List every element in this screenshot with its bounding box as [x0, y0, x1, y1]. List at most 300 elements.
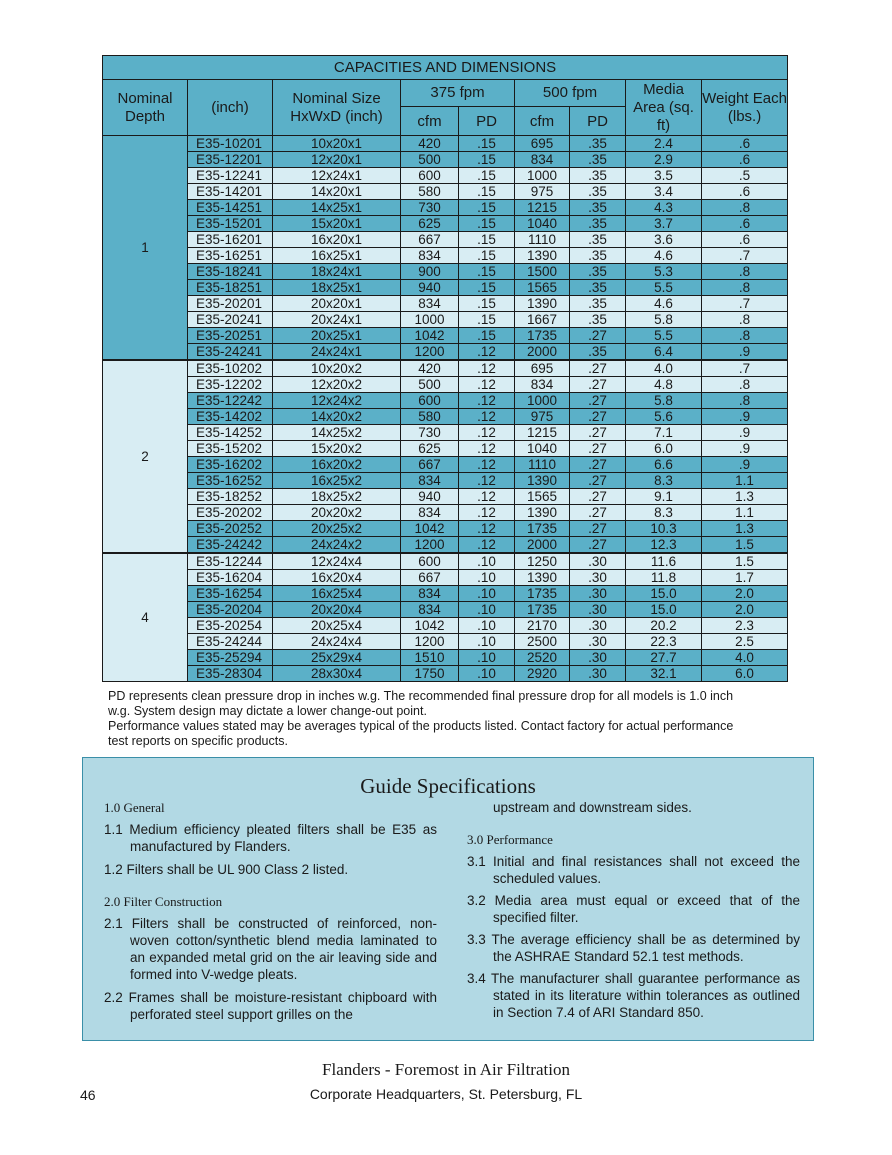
media-area-cell: 6.6 [626, 457, 702, 473]
model-number-cell: E35-28304 [188, 666, 273, 682]
table-row [103, 634, 788, 650]
header-cfm-500: cfm [515, 107, 570, 136]
pd-500-cell: .27 [570, 393, 626, 409]
weight-cell: .8 [702, 377, 788, 393]
weight-cell: .6 [702, 216, 788, 232]
cfm-500-cell: 1250 [515, 553, 570, 570]
table-row [103, 666, 788, 682]
nominal-size-cell: 20x25x1 [273, 328, 401, 344]
cfm-500-cell: 1735 [515, 602, 570, 618]
nominal-size-cell: 20x25x4 [273, 618, 401, 634]
cfm-500-cell: 2170 [515, 618, 570, 634]
media-area-cell: 11.6 [626, 553, 702, 570]
pd-500-cell: .27 [570, 457, 626, 473]
weight-cell: 2.3 [702, 618, 788, 634]
cfm-500-cell: 1215 [515, 425, 570, 441]
cfm-375-cell: 667 [401, 457, 459, 473]
model-number-cell: E35-24242 [188, 537, 273, 554]
table-row [103, 232, 788, 248]
pd-375-cell: .15 [459, 168, 515, 184]
pd-500-cell: .35 [570, 248, 626, 264]
weight-cell: .6 [702, 152, 788, 168]
pd-500-cell: .35 [570, 200, 626, 216]
model-number-cell: E35-12244 [188, 553, 273, 570]
cfm-500-cell: 1390 [515, 248, 570, 264]
weight-cell: .9 [702, 344, 788, 361]
table-row [103, 280, 788, 296]
pd-375-cell: .15 [459, 312, 515, 328]
pd-375-cell: .15 [459, 328, 515, 344]
pd-375-cell: .12 [459, 457, 515, 473]
nominal-size-cell: 12x24x4 [273, 553, 401, 570]
cfm-500-cell: 834 [515, 377, 570, 393]
spec-2-2-continued: upstream and downstream sides. [493, 800, 692, 815]
cfm-375-cell: 667 [401, 232, 459, 248]
cfm-500-cell: 2920 [515, 666, 570, 682]
media-area-cell: 3.4 [626, 184, 702, 200]
cfm-500-cell: 1735 [515, 521, 570, 537]
model-number-cell: E35-15201 [188, 216, 273, 232]
nominal-size-cell: 24x24x4 [273, 634, 401, 650]
table-row [103, 344, 788, 361]
model-number-cell: E35-12201 [188, 152, 273, 168]
weight-cell: .8 [702, 328, 788, 344]
pd-375-cell: .10 [459, 586, 515, 602]
model-number-cell: E35-10202 [188, 360, 273, 377]
weight-cell: 1.5 [702, 537, 788, 554]
media-area-cell: 2.9 [626, 152, 702, 168]
cfm-500-cell: 834 [515, 152, 570, 168]
spec-3-2: 3.2 Media area must equal or exceed that of the specified filter. [467, 893, 800, 925]
table-row [103, 409, 788, 425]
cfm-500-cell: 1390 [515, 473, 570, 489]
capacities-table-container [102, 55, 787, 682]
media-area-cell: 4.8 [626, 377, 702, 393]
table-notes [108, 689, 788, 749]
cfm-375-cell: 500 [401, 377, 459, 393]
pd-500-cell: .27 [570, 521, 626, 537]
guide-left-column [104, 799, 437, 1023]
pd-375-cell: .10 [459, 618, 515, 634]
table-row [103, 425, 788, 441]
media-area-cell: 5.8 [626, 312, 702, 328]
model-number-cell: E35-16254 [188, 586, 273, 602]
table-row [103, 489, 788, 505]
weight-cell: .6 [702, 184, 788, 200]
media-area-cell: 12.3 [626, 537, 702, 554]
cfm-375-cell: 1200 [401, 537, 459, 554]
cfm-375-cell: 1510 [401, 650, 459, 666]
pd-500-cell: .35 [570, 280, 626, 296]
nominal-size-cell: 20x20x2 [273, 505, 401, 521]
table-row [103, 553, 788, 570]
nominal-size-cell: 14x20x2 [273, 409, 401, 425]
weight-cell: 2.0 [702, 602, 788, 618]
cfm-375-cell: 500 [401, 152, 459, 168]
pd-375-cell: .15 [459, 136, 515, 152]
cfm-375-cell: 1200 [401, 634, 459, 650]
weight-cell: 1.5 [702, 553, 788, 570]
cfm-375-cell: 1000 [401, 312, 459, 328]
weight-cell: .7 [702, 360, 788, 377]
table-body [103, 136, 788, 682]
cfm-500-cell: 1040 [515, 441, 570, 457]
header-media-area: Media Area (sq. ft) [626, 80, 702, 136]
page-number: 46 [80, 1087, 96, 1103]
cfm-375-cell: 834 [401, 602, 459, 618]
cfm-500-cell: 1040 [515, 216, 570, 232]
table-row [103, 457, 788, 473]
pd-500-cell: .27 [570, 360, 626, 377]
cfm-375-cell: 625 [401, 216, 459, 232]
media-area-cell: 2.4 [626, 136, 702, 152]
table-row [103, 248, 788, 264]
media-area-cell: 8.3 [626, 473, 702, 489]
weight-cell: .5 [702, 168, 788, 184]
media-area-cell: 15.0 [626, 602, 702, 618]
cfm-500-cell: 1000 [515, 393, 570, 409]
model-number-cell: E35-24241 [188, 344, 273, 361]
table-row [103, 618, 788, 634]
spec-1-1: 1.1 Medium efficiency pleated filters shall be E35 as manufactured by Flanders. [104, 822, 437, 854]
cfm-375-cell: 730 [401, 200, 459, 216]
model-number-cell: E35-18251 [188, 280, 273, 296]
media-area-cell: 20.2 [626, 618, 702, 634]
pd-375-cell: .10 [459, 553, 515, 570]
media-area-cell: 6.4 [626, 344, 702, 361]
header-nominal-size: Nominal Size HxWxD (inch) [273, 80, 401, 136]
media-area-cell: 32.1 [626, 666, 702, 682]
weight-cell: 1.1 [702, 505, 788, 521]
pd-500-cell: .27 [570, 505, 626, 521]
media-area-cell: 5.5 [626, 280, 702, 296]
weight-cell: .8 [702, 264, 788, 280]
cfm-375-cell: 1750 [401, 666, 459, 682]
pd-500-cell: .27 [570, 473, 626, 489]
header-375-fpm: 375 fpm [401, 80, 515, 107]
model-number-cell: E35-20202 [188, 505, 273, 521]
header-inch: (inch) [188, 80, 273, 136]
pd-500-cell: .35 [570, 344, 626, 361]
note-line: test reports on specific products. [108, 734, 288, 748]
cfm-375-cell: 1042 [401, 618, 459, 634]
spec-3-4: 3.4 The manufacturer shall guarantee performance as stated in its literature within tolerances as outlined in Section 7.4 of ARI Standard 850. [467, 971, 800, 1020]
header-pd-500: PD [570, 107, 626, 136]
table-row [103, 184, 788, 200]
weight-cell: 1.7 [702, 570, 788, 586]
media-area-cell: 3.7 [626, 216, 702, 232]
table-row [103, 473, 788, 489]
table-row [103, 200, 788, 216]
weight-cell: .8 [702, 200, 788, 216]
weight-cell: .7 [702, 248, 788, 264]
pd-500-cell: .30 [570, 602, 626, 618]
table-row [103, 441, 788, 457]
table-title: CAPACITIES AND DIMENSIONS [103, 56, 788, 80]
pd-500-cell: .30 [570, 553, 626, 570]
weight-cell: 6.0 [702, 666, 788, 682]
weight-cell: .9 [702, 425, 788, 441]
model-number-cell: E35-15202 [188, 441, 273, 457]
nominal-size-cell: 16x25x2 [273, 473, 401, 489]
pd-500-cell: .27 [570, 537, 626, 554]
cfm-375-cell: 420 [401, 360, 459, 377]
media-area-cell: 3.5 [626, 168, 702, 184]
nominal-depth-cell: 2 [103, 360, 188, 553]
model-number-cell: E35-16201 [188, 232, 273, 248]
guide-specifications-box [82, 757, 814, 1041]
note-line: w.g. System design may dictate a lower change-out point. [108, 704, 427, 718]
nominal-size-cell: 24x24x2 [273, 537, 401, 554]
media-area-cell: 7.1 [626, 425, 702, 441]
pd-500-cell: .30 [570, 570, 626, 586]
table-row [103, 602, 788, 618]
cfm-375-cell: 1200 [401, 344, 459, 361]
nominal-size-cell: 18x25x1 [273, 280, 401, 296]
table-row [103, 216, 788, 232]
model-number-cell: E35-16204 [188, 570, 273, 586]
weight-cell: .9 [702, 457, 788, 473]
model-number-cell: E35-20201 [188, 296, 273, 312]
cfm-500-cell: 2000 [515, 344, 570, 361]
pd-500-cell: .30 [570, 650, 626, 666]
pd-375-cell: .15 [459, 200, 515, 216]
nominal-size-cell: 18x25x2 [273, 489, 401, 505]
model-number-cell: E35-18241 [188, 264, 273, 280]
pd-500-cell: .27 [570, 425, 626, 441]
pd-375-cell: .15 [459, 232, 515, 248]
capacities-table [102, 55, 788, 682]
weight-cell: 1.3 [702, 521, 788, 537]
header-500-fpm: 500 fpm [515, 80, 626, 107]
pd-375-cell: .15 [459, 248, 515, 264]
model-number-cell: E35-24244 [188, 634, 273, 650]
section-performance-heading: 3.0 Performance [467, 832, 553, 847]
cfm-500-cell: 1735 [515, 328, 570, 344]
spec-3-3: 3.3 The average efficiency shall be as determined by the ASHRAE Standard 52.1 test methods. [467, 932, 800, 964]
cfm-500-cell: 1110 [515, 232, 570, 248]
nominal-depth-cell: 1 [103, 136, 188, 361]
media-area-cell: 27.7 [626, 650, 702, 666]
media-area-cell: 8.3 [626, 505, 702, 521]
media-area-cell: 4.0 [626, 360, 702, 377]
pd-375-cell: .12 [459, 344, 515, 361]
table-row [103, 393, 788, 409]
guide-title: Guide Specifications [360, 774, 536, 798]
nominal-size-cell: 14x25x1 [273, 200, 401, 216]
pd-375-cell: .10 [459, 634, 515, 650]
pd-500-cell: .35 [570, 152, 626, 168]
nominal-size-cell: 20x25x2 [273, 521, 401, 537]
pd-375-cell: .10 [459, 602, 515, 618]
weight-cell: 2.0 [702, 586, 788, 602]
pd-500-cell: .30 [570, 666, 626, 682]
guide-right-column [467, 799, 800, 1021]
weight-cell: .6 [702, 232, 788, 248]
nominal-size-cell: 10x20x1 [273, 136, 401, 152]
table-row [103, 264, 788, 280]
cfm-375-cell: 600 [401, 168, 459, 184]
pd-375-cell: .12 [459, 521, 515, 537]
pd-375-cell: .12 [459, 441, 515, 457]
model-number-cell: E35-16251 [188, 248, 273, 264]
weight-cell: .8 [702, 280, 788, 296]
nominal-size-cell: 28x30x4 [273, 666, 401, 682]
model-number-cell: E35-16202 [188, 457, 273, 473]
cfm-375-cell: 940 [401, 280, 459, 296]
weight-cell: .8 [702, 312, 788, 328]
cfm-500-cell: 1390 [515, 505, 570, 521]
pd-500-cell: .35 [570, 264, 626, 280]
footer-slogan: Flanders - Foremost in Air Filtration [322, 1060, 570, 1079]
cfm-500-cell: 1110 [515, 457, 570, 473]
nominal-size-cell: 16x20x1 [273, 232, 401, 248]
pd-500-cell: .27 [570, 489, 626, 505]
table-row [103, 312, 788, 328]
cfm-375-cell: 834 [401, 296, 459, 312]
header-nominal-depth: Nominal Depth [103, 80, 188, 136]
table-row [103, 537, 788, 554]
nominal-size-cell: 18x24x1 [273, 264, 401, 280]
pd-375-cell: .15 [459, 152, 515, 168]
pd-500-cell: .35 [570, 168, 626, 184]
media-area-cell: 4.3 [626, 200, 702, 216]
footer-headquarters: Corporate Headquarters, St. Petersburg, FL [309, 1086, 583, 1102]
weight-cell: .9 [702, 441, 788, 457]
pd-500-cell: .27 [570, 409, 626, 425]
pd-500-cell: .35 [570, 296, 626, 312]
nominal-size-cell: 14x25x2 [273, 425, 401, 441]
model-number-cell: E35-25294 [188, 650, 273, 666]
media-area-cell: 5.3 [626, 264, 702, 280]
cfm-500-cell: 695 [515, 360, 570, 377]
pd-500-cell: .27 [570, 328, 626, 344]
pd-500-cell: .35 [570, 312, 626, 328]
nominal-depth-cell: 4 [103, 553, 188, 682]
pd-375-cell: .15 [459, 296, 515, 312]
cfm-375-cell: 730 [401, 425, 459, 441]
pd-500-cell: .27 [570, 377, 626, 393]
model-number-cell: E35-14201 [188, 184, 273, 200]
model-number-cell: E35-14202 [188, 409, 273, 425]
section-general-heading: 1.0 General [104, 800, 165, 815]
table-row [103, 360, 788, 377]
nominal-size-cell: 24x24x1 [273, 344, 401, 361]
nominal-size-cell: 15x20x2 [273, 441, 401, 457]
model-number-cell: E35-10201 [188, 136, 273, 152]
table-row [103, 136, 788, 152]
cfm-500-cell: 1667 [515, 312, 570, 328]
nominal-size-cell: 12x24x1 [273, 168, 401, 184]
model-number-cell: E35-20252 [188, 521, 273, 537]
pd-375-cell: .12 [459, 489, 515, 505]
pd-375-cell: .12 [459, 393, 515, 409]
nominal-size-cell: 12x20x1 [273, 152, 401, 168]
media-area-cell: 15.0 [626, 586, 702, 602]
pd-375-cell: .10 [459, 570, 515, 586]
spec-1-2: 1.2 Filters shall be UL 900 Class 2 listed. [104, 862, 349, 877]
nominal-size-cell: 16x20x2 [273, 457, 401, 473]
pd-500-cell: .30 [570, 634, 626, 650]
table-row [103, 296, 788, 312]
table-row [103, 152, 788, 168]
pd-375-cell: .12 [459, 377, 515, 393]
pd-375-cell: .12 [459, 360, 515, 377]
section-filter-construction-heading: 2.0 Filter Construction [104, 894, 223, 909]
cfm-375-cell: 900 [401, 264, 459, 280]
pd-500-cell: .35 [570, 136, 626, 152]
cfm-500-cell: 1000 [515, 168, 570, 184]
cfm-375-cell: 420 [401, 136, 459, 152]
weight-cell: .9 [702, 409, 788, 425]
pd-375-cell: .15 [459, 184, 515, 200]
model-number-cell: E35-12242 [188, 393, 273, 409]
cfm-500-cell: 2000 [515, 537, 570, 554]
cfm-375-cell: 1042 [401, 521, 459, 537]
weight-cell: 1.1 [702, 473, 788, 489]
media-area-cell: 4.6 [626, 248, 702, 264]
pd-500-cell: .30 [570, 586, 626, 602]
model-number-cell: E35-20254 [188, 618, 273, 634]
cfm-375-cell: 834 [401, 505, 459, 521]
spec-2-1: 2.1 Filters shall be constructed of reinforced, non-woven cotton/synthetic blend media laminated to an expanded metal grid on the air leaving side and formed into V-wedge pleats. [104, 916, 437, 982]
media-area-cell: 4.6 [626, 296, 702, 312]
model-number-cell: E35-16252 [188, 473, 273, 489]
cfm-375-cell: 600 [401, 393, 459, 409]
spec-3-1: 3.1 Initial and final resistances shall not exceed the scheduled values. [467, 854, 800, 886]
cfm-375-cell: 940 [401, 489, 459, 505]
nominal-size-cell: 16x20x4 [273, 570, 401, 586]
table-row [103, 586, 788, 602]
weight-cell: .7 [702, 296, 788, 312]
pd-500-cell: .35 [570, 216, 626, 232]
pd-375-cell: .12 [459, 473, 515, 489]
header-pd-375: PD [459, 107, 515, 136]
cfm-500-cell: 975 [515, 409, 570, 425]
media-area-cell: 10.3 [626, 521, 702, 537]
cfm-500-cell: 2520 [515, 650, 570, 666]
cfm-500-cell: 1500 [515, 264, 570, 280]
cfm-500-cell: 1215 [515, 200, 570, 216]
media-area-cell: 11.8 [626, 570, 702, 586]
model-number-cell: E35-12241 [188, 168, 273, 184]
nominal-size-cell: 25x29x4 [273, 650, 401, 666]
pd-500-cell: .35 [570, 184, 626, 200]
nominal-size-cell: 15x20x1 [273, 216, 401, 232]
cfm-375-cell: 834 [401, 248, 459, 264]
media-area-cell: 9.1 [626, 489, 702, 505]
note-line: Performance values stated may be averages typical of the products listed. Contact factory for actual performance [108, 719, 734, 733]
cfm-375-cell: 834 [401, 473, 459, 489]
table-row [103, 521, 788, 537]
weight-cell: 2.5 [702, 634, 788, 650]
cfm-500-cell: 1565 [515, 280, 570, 296]
nominal-size-cell: 14x20x1 [273, 184, 401, 200]
cfm-375-cell: 1042 [401, 328, 459, 344]
table-row [103, 570, 788, 586]
model-number-cell: E35-20204 [188, 602, 273, 618]
cfm-500-cell: 1565 [515, 489, 570, 505]
table-row [103, 168, 788, 184]
model-number-cell: E35-20241 [188, 312, 273, 328]
cfm-500-cell: 695 [515, 136, 570, 152]
pd-375-cell: .15 [459, 264, 515, 280]
nominal-size-cell: 20x24x1 [273, 312, 401, 328]
model-number-cell: E35-14252 [188, 425, 273, 441]
nominal-size-cell: 20x20x4 [273, 602, 401, 618]
nominal-size-cell: 12x24x2 [273, 393, 401, 409]
cfm-375-cell: 580 [401, 184, 459, 200]
